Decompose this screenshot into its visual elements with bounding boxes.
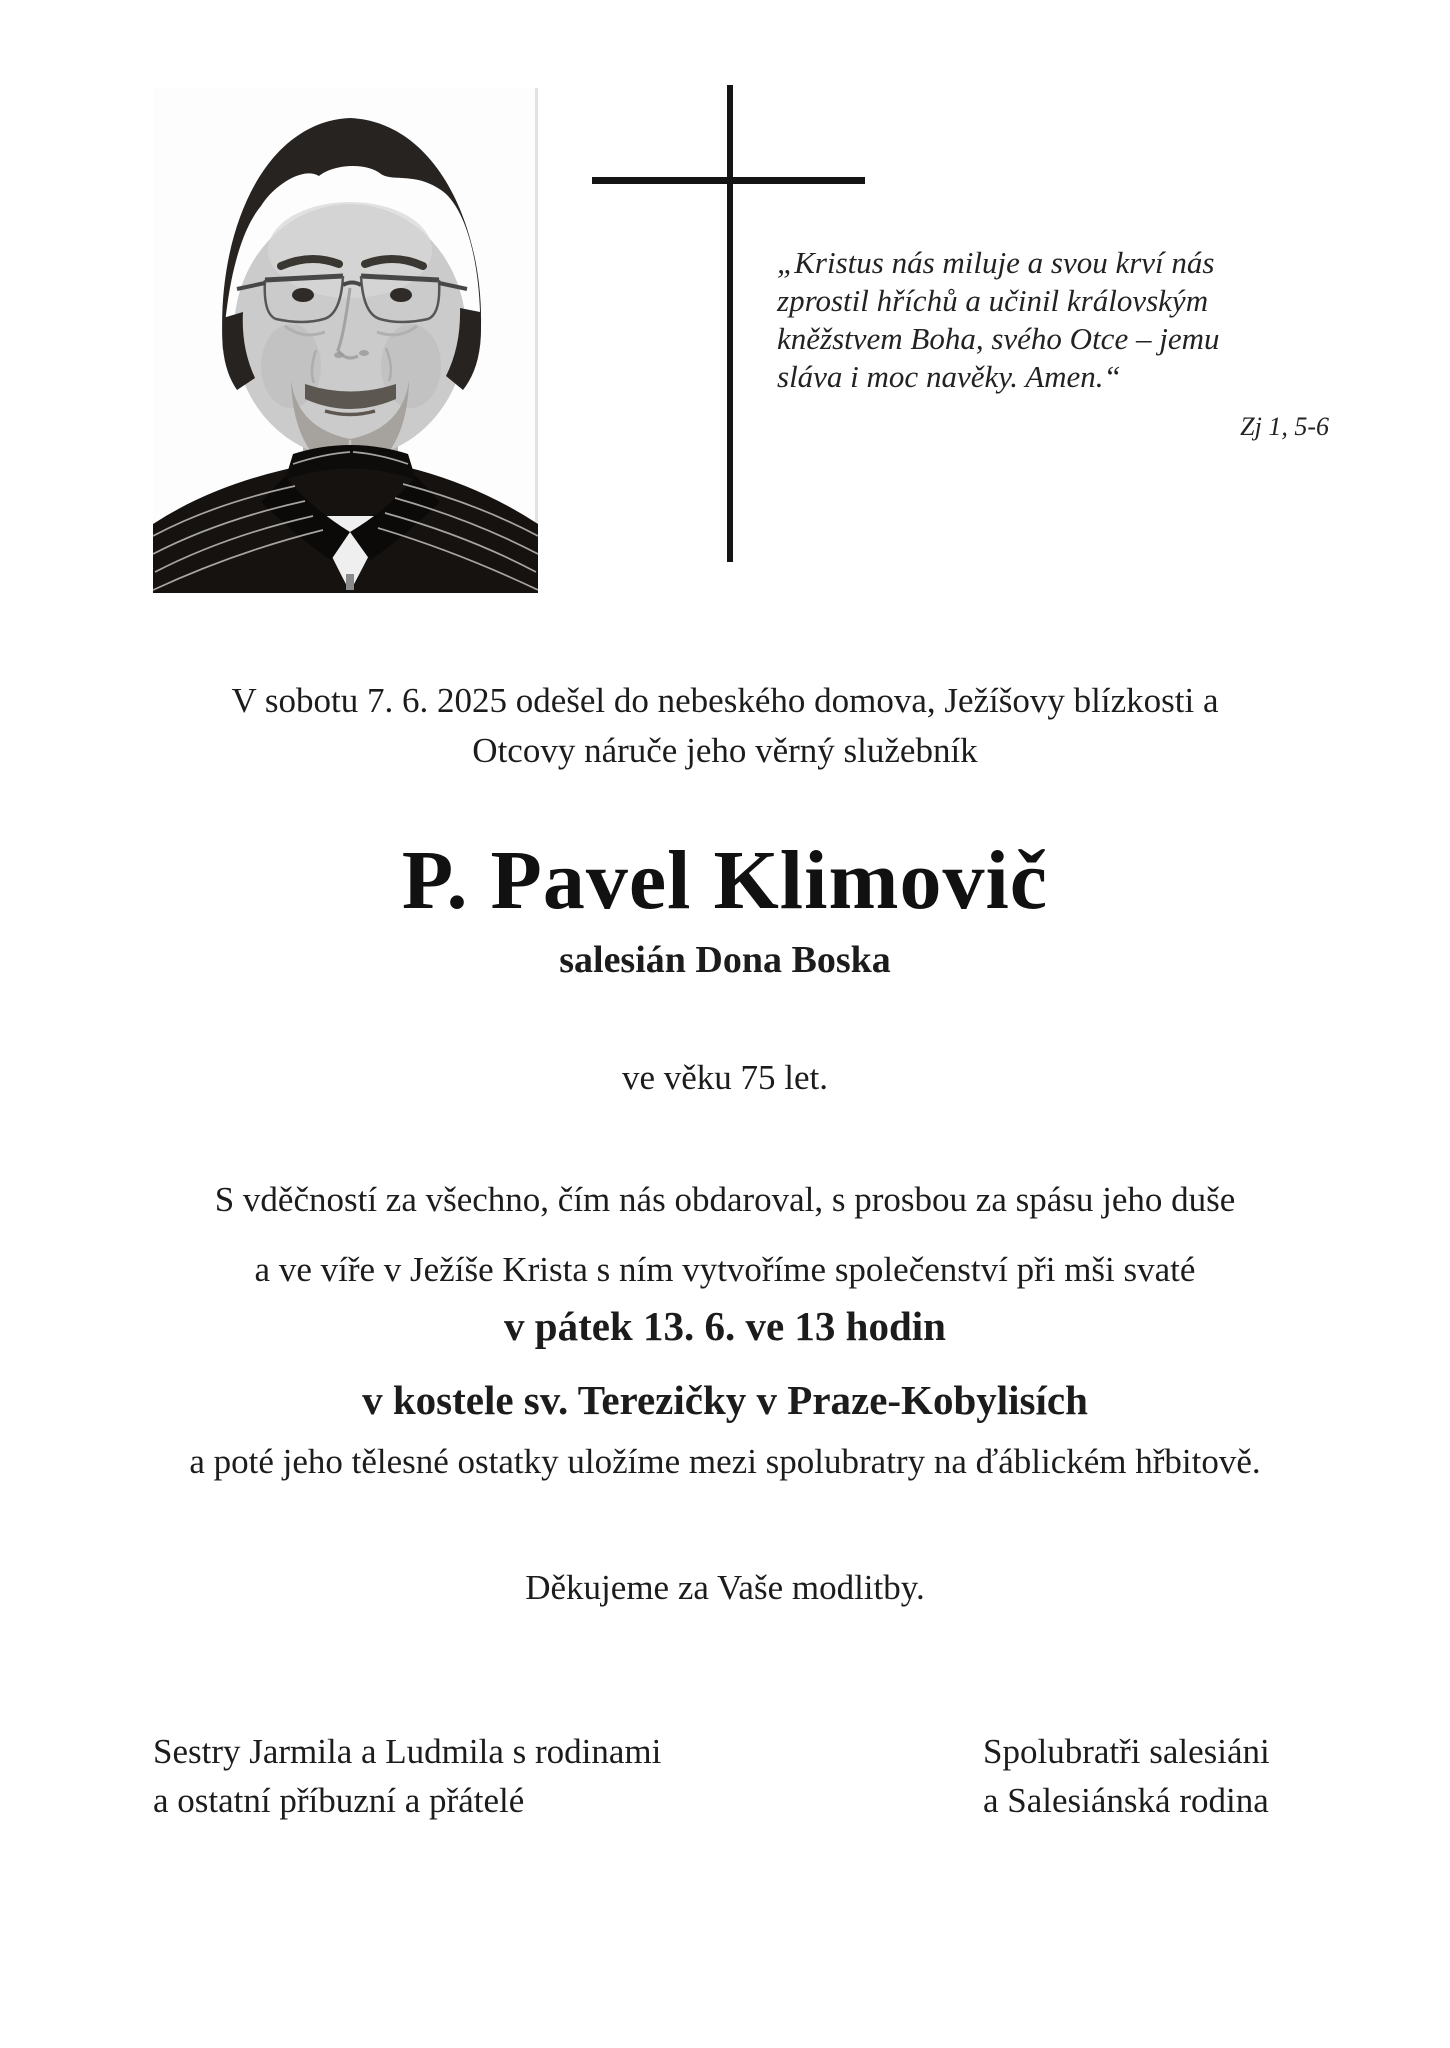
mourners-salesians <box>983 1727 1403 1825</box>
scripture-quote <box>777 244 1329 446</box>
intro-text <box>100 676 1350 776</box>
intro-line: V sobotu 7. 6. 2025 odešel do nebeského domova, Ježíšovy blízkosti a <box>231 681 1219 720</box>
mourners-salesians-line: Spolubratři salesiáni <box>983 1732 1270 1771</box>
mourners-family <box>153 1727 773 1825</box>
deceased-name: P. Pavel Klimovič <box>401 834 1049 927</box>
burial-text: a poté jeho tělesné ostatky uložíme mezi spolubratry na ďáblickém hřbitově. <box>189 1442 1261 1481</box>
intro-line: Otcovy náruče jeho věrný služebník <box>472 731 978 770</box>
gratitude-line: S vděčností za všechno, čím nás obdaroval, s prosbou za spásu jeho duše <box>214 1180 1236 1219</box>
portrait-photo <box>153 88 538 593</box>
cross-horizontal-bar <box>592 177 865 184</box>
deceased-role: salesián Dona Boska <box>559 939 891 981</box>
portrait-photo-image <box>153 88 538 593</box>
quote-line: „Kristus nás miluje a svou krví nás <box>777 245 1215 280</box>
quote-line: kněžstvem Boha, svého Otce – jemu <box>777 321 1220 356</box>
gratitude-line: a ve víře v Ježíše Krista s ním vytvoříme společenství při mši svaté <box>254 1250 1196 1289</box>
quote-line: zprostil hříchů a učinil královským <box>777 283 1209 318</box>
funeral-time: v pátek 13. 6. ve 13 hodin <box>504 1303 946 1349</box>
mourners-family-line: a ostatní příbuzní a přátelé <box>153 1781 525 1820</box>
scripture-reference: Zj 1, 5-6 <box>1240 412 1329 441</box>
gratitude-text <box>100 1165 1350 1305</box>
deceased-age: ve věku 75 let. <box>621 1058 829 1097</box>
funeral-place: v kostele sv. Terezičky v Praze-Kobylisích <box>362 1377 1088 1423</box>
mourners-family-line: Sestry Jarmila a Ludmila s rodinami <box>153 1732 662 1771</box>
quote-line: sláva i moc navěky. Amen.“ <box>777 359 1121 394</box>
mourners-salesians-line: a Salesiánská rodina <box>983 1781 1269 1820</box>
thanks-text: Děkujeme za Vaše modlitby. <box>525 1568 925 1607</box>
cross-vertical-bar <box>727 85 733 562</box>
